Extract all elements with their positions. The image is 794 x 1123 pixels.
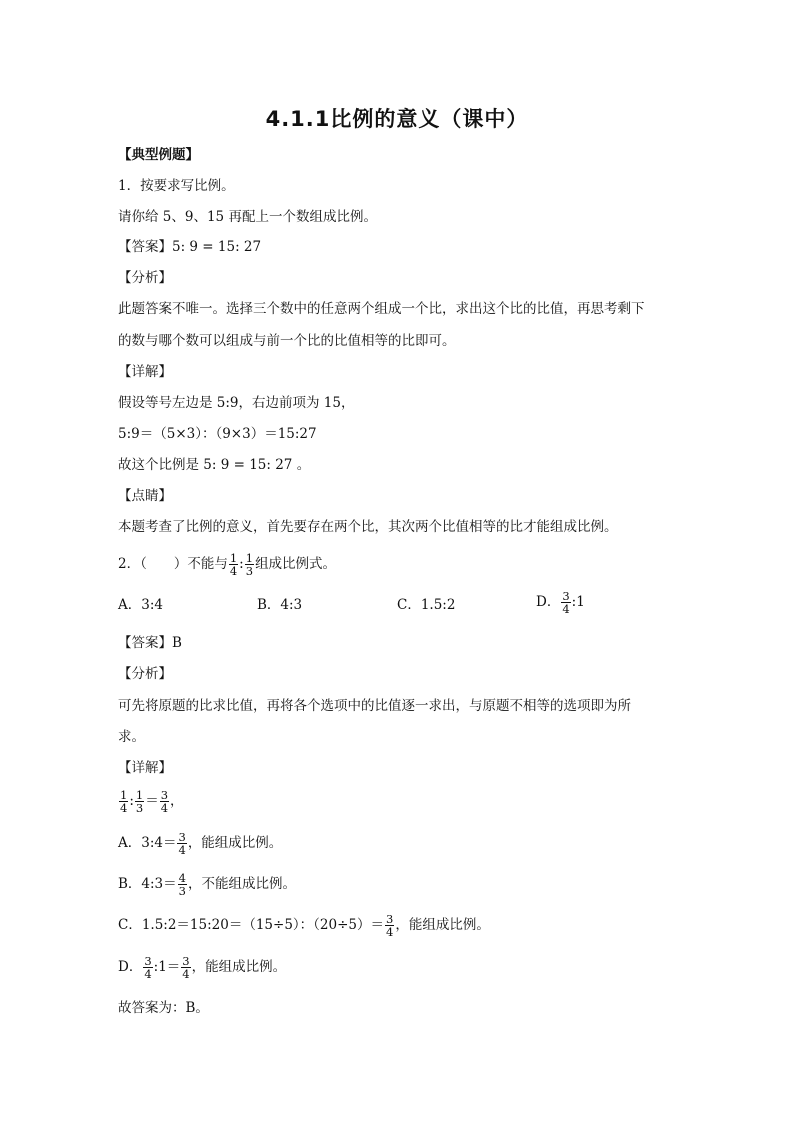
q1-detail-line: 假设等号左边是 5:9，右边前项为 15，: [118, 395, 355, 411]
numerator: 1: [229, 551, 238, 565]
option-c: C．1.5:2: [397, 597, 456, 613]
q2-detail-option-a: [118, 831, 282, 856]
fraction: [229, 552, 238, 577]
q2-detail-label: 【详解】: [118, 760, 172, 776]
fraction: [135, 789, 144, 814]
detail-suffix: ，不能组成比例。: [187, 876, 296, 892]
page-title: 4.1.1比例的意义（课中）: [265, 107, 529, 131]
numerator: 3: [182, 954, 190, 968]
detail-prefix: C．1.5:2＝15:20＝（15÷5）：（20÷5）＝: [118, 917, 384, 933]
fraction: [143, 955, 152, 980]
denominator: 4: [160, 801, 169, 815]
comma: ，: [170, 793, 184, 809]
q2-stem: [118, 552, 336, 577]
numerator: 4: [178, 871, 186, 885]
denominator: 4: [120, 801, 128, 815]
detail-suffix: ，能组成比例。: [191, 959, 287, 975]
q1-detail-line: 故这个比例是 5: 9 = 15: 27 。: [118, 457, 311, 473]
denominator: 4: [386, 925, 394, 939]
q1-answer: 【答案】5: 9 = 15: 27: [118, 239, 262, 255]
q1-point-line: 本题考查了比例的意义，首先要存在两个比，其次两个比值相等的比才能组成比例。: [118, 519, 618, 535]
numerator: 1: [135, 788, 144, 802]
q1-instruction: 请你给 5、9、15 再配上一个数组成比例。: [118, 209, 377, 225]
numerator: 1: [245, 551, 254, 565]
q2-answer: 【答案】B: [118, 635, 182, 651]
q2-stem-suffix: 组成比例式。: [255, 556, 337, 572]
q2-detail-option-c: [118, 913, 490, 938]
section-label: 【典型例题】: [118, 147, 199, 163]
fraction: [181, 955, 190, 980]
numerator: 3: [144, 954, 152, 968]
q1-detail-label: 【详解】: [118, 364, 172, 380]
colon: :: [239, 556, 244, 572]
option-d-suffix: :1: [571, 594, 585, 610]
detail-prefix: B．4:3＝: [118, 876, 177, 892]
equals-sign: ＝: [145, 793, 159, 809]
option-a: A．3:4: [118, 597, 163, 613]
option-d-prefix: D．: [536, 594, 561, 610]
detail-middle: :1＝: [153, 959, 181, 975]
q1-detail-line: 5:9＝（5×3）：（9×3）＝15:27: [118, 426, 317, 442]
detail-suffix: ，能组成比例。: [395, 917, 490, 933]
q2-detail-option-b: [118, 872, 296, 897]
numerator: 3: [178, 830, 186, 844]
q2-detail-ratio: [118, 789, 184, 814]
denominator: 3: [245, 564, 254, 578]
denominator: 3: [135, 801, 144, 815]
fraction: [160, 789, 169, 814]
option-d: [536, 590, 585, 615]
q2-analysis-line: 可先将原题的比求比值，再将各个选项中的比值逐一求出，与原题不相等的选项即为所: [118, 698, 631, 714]
q1-analysis-label: 【分析】: [118, 270, 172, 286]
fraction: [177, 831, 186, 856]
q2-analysis-label: 【分析】: [118, 666, 172, 682]
fraction: [561, 590, 570, 615]
denominator: 3: [178, 884, 186, 898]
option-b: B．4:3: [257, 597, 303, 613]
numerator: 3: [562, 589, 570, 603]
q1-stem: 1．按要求写比例。: [118, 178, 235, 194]
colon: :: [129, 793, 134, 809]
numerator: 3: [160, 788, 169, 802]
denominator: 4: [562, 602, 570, 616]
detail-prefix: A．3:4＝: [118, 835, 177, 851]
fraction: [245, 552, 254, 577]
q2-analysis-line: 求。: [118, 729, 145, 745]
q2-conclusion: 故答案为：B。: [118, 1000, 209, 1016]
q1-point-label: 【点睛】: [118, 488, 172, 504]
denominator: 4: [178, 843, 186, 857]
q1-analysis-line: 的数与哪个数可以组成与前一个比的比值相等的比即可。: [118, 333, 456, 349]
detail-suffix: ，能组成比例。: [187, 835, 283, 851]
fraction: [119, 789, 128, 814]
denominator: 4: [229, 564, 238, 578]
q2-stem-prefix: 2．（ ）不能与: [118, 556, 228, 572]
denominator: 4: [144, 967, 152, 981]
denominator: 4: [182, 967, 190, 981]
numerator: 1: [120, 788, 128, 802]
q1-analysis-line: 此题答案不唯一。选择三个数中的任意两个组成一个比，求出这个比的比值，再思考剩下: [118, 301, 645, 317]
fraction: [178, 872, 187, 897]
fraction: [385, 913, 394, 938]
numerator: 3: [386, 912, 394, 926]
detail-prefix: D．: [118, 959, 143, 975]
q2-detail-option-d: [118, 955, 286, 980]
